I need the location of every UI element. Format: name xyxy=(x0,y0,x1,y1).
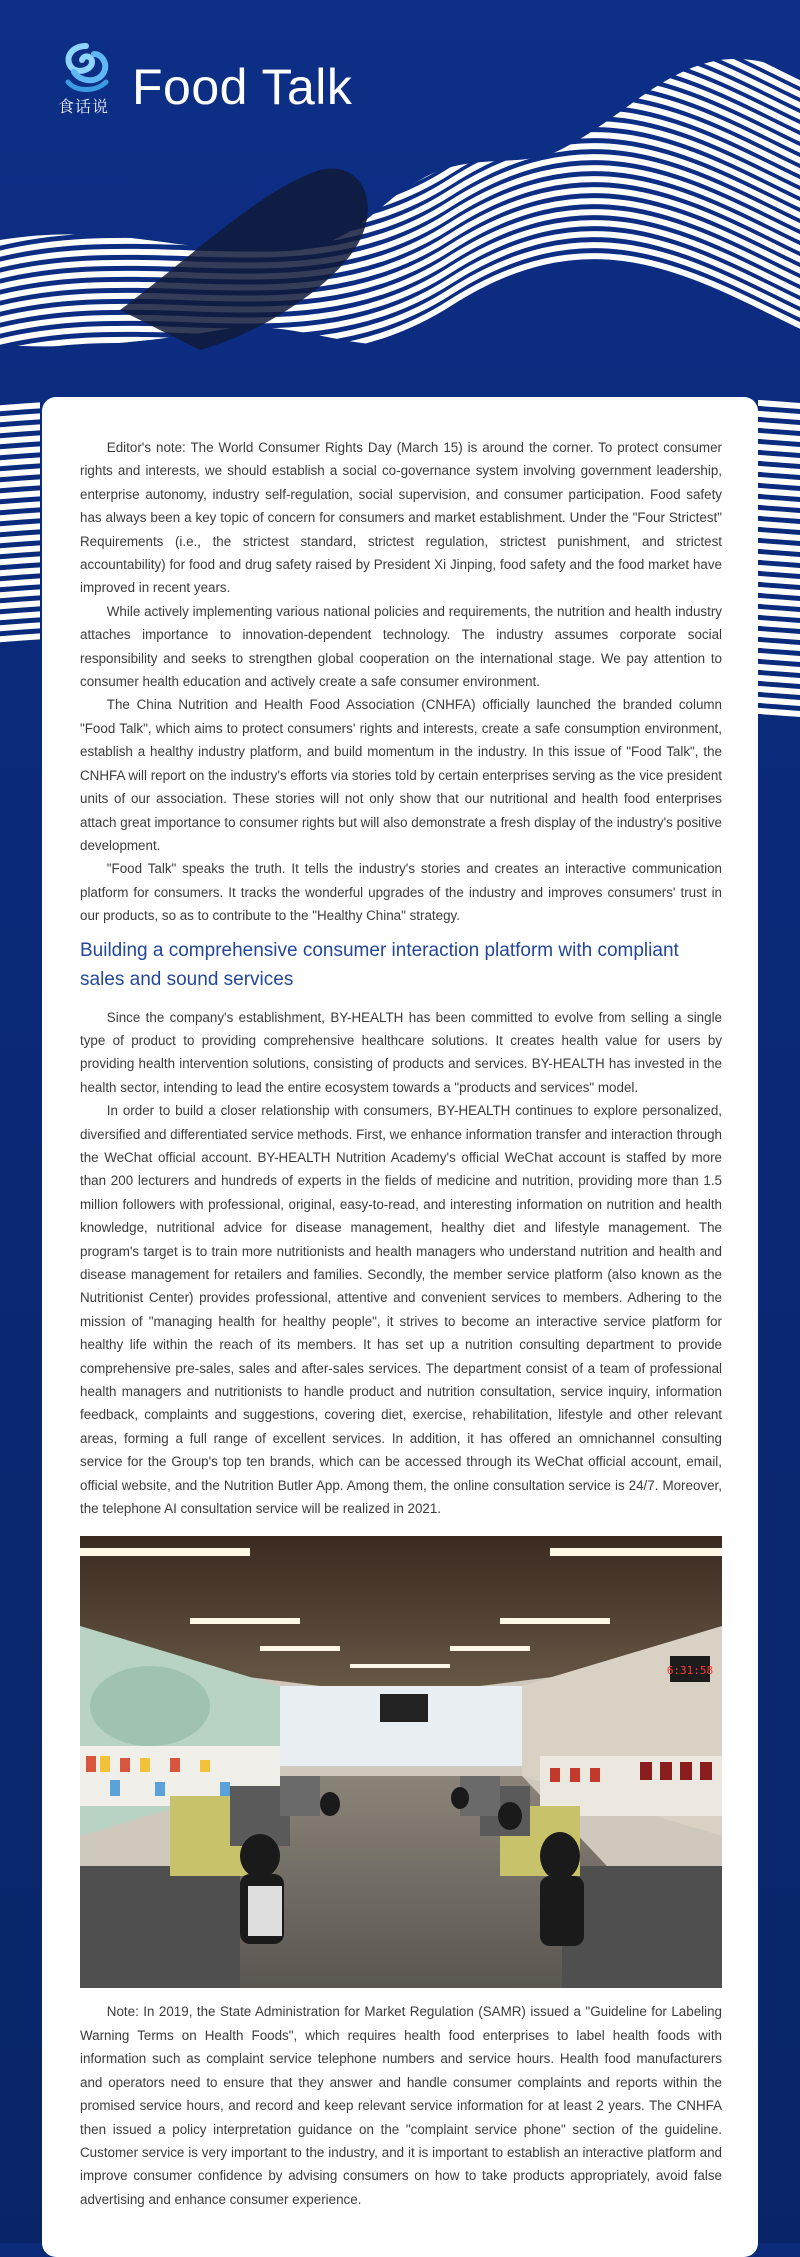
body-paragraph: Since the company's establishment, BY-HEALTH has been committed to evolve from selling a single type of product to providing comprehensive healthcare solutions. It creates health value for users by providing health intervention solutions, consisting of products and services. BY-HEALTH has invested in the health sector, intending to lead the entire ecosystem towards a "products and services" model. xyxy=(80,1009,722,1095)
swirl-logo-icon xyxy=(58,42,114,94)
section-heading: Building a comprehensive consumer interaction platform with compliant sales and sound services xyxy=(80,939,679,990)
intro-paragraph: Editor's note: The World Consumer Rights Day (March 15) is around the corner. To protect consumer rights and interests, we should establish a social co-governance system involving government leadership, enterprise autonomy, industry self-regulation, social supervision, and consumer participation. Food safety has always been a key topic of concern for consumers and market establishment. Under the "Four Strictest" Requirements (i.e., the strictest standard, strictest regulation, strictest punishment, and strictest accountability) for food and drug safety raised by President Xi Jinping, food safety and the food market have improved in recent years. xyxy=(80,440,722,596)
brand-chinese-name: 食话说 xyxy=(58,97,110,116)
intro-paragraph: While actively implementing various national policies and requirements, the nutrition and health industry attaches importance to innovation-dependent technology. The industry assumes corporate social responsibility and seeks to strengthen global cooperation on the international stage. We pay attention to consumer health education and actively create a safe consumer environment. xyxy=(80,603,722,690)
intro-paragraph: The China Nutrition and Health Food Association (CNHFA) officially launched the branded column "Food Talk", which aims to protect consumers' rights and interests, create a safe consumption environment, establish a healthy industry platform, and build momentum in the industry. In this issue of "Food Talk", the CNHFA will report on the industry's efforts via stories told by certain enterprises serving as the vice president units of our association. These stories will not only show that our nutritional and health food enterprises attach great importance to consumer rights but will also demonstrate a fresh display of the industry's positive development. xyxy=(80,697,722,853)
call-center-office-photo xyxy=(80,1536,722,1988)
note-paragraph: Note: In 2019, the State Administration for Market Regulation (SAMR) issued a "Guideline for Labeling Warning Terms on Health Foods", which requires health food enterprises to label health foods with information such as complaint service telephone numbers and service hours. Health food manufacturers and operators need to ensure that they answer and handle consumer complaints and reports within the promised service hours, and record and keep relevant service information for at least 2 years. The CNHFA then issued a policy interpretation guidance on the "complaint service phone" section of the guideline. Customer service is very important to the industry, and it is important to establish an interactive platform and improve consumer confidence by advising consumers on how to take products appropriately, avoid false advertising and enhance consumer experience. xyxy=(80,2004,722,2207)
digital-clock-readout: 6:31:58 xyxy=(666,1664,714,1678)
intro-paragraph: "Food Talk" speaks the truth. It tells the industry's stories and creates an interactive communication platform for consumers. It tracks the wonderful upgrades of the industry and improves consumers' trust in our products, so as to contribute to the "Healthy China" strategy. xyxy=(80,861,722,924)
article-content xyxy=(80,436,722,2211)
brand-title: Food Talk xyxy=(132,59,353,115)
body-paragraph: In order to build a closer relationship with consumers, BY-HEALTH continues to explore personalized, diversified and differentiated service methods. First, we enhance information transfer and interaction through the WeChat official account. BY-HEALTH Nutrition Academy's official WeChat account is staffed by more than 200 lecturers and hundreds of experts in the fields of medicine and nutrition, providing more than 1.5 million followers with professional, original, easy-to-read, and interesting information on nutrition and health knowledge, nutritional advice for disease management, healthy diet and lifestyle management. The program's target is to train more nutritionists and health managers who understand nutrition and health and disease management for retailers and families. Secondly, the member service platform (also known as the Nutritionist Center) provides professional, attentive and convenient services to members. Adhering to the mission of "managing health for healthy people", it strives to become an interactive service platform for healthy life within the reach of its members. It has set up a nutrition consulting department to provide comprehensive pre-sales, sales and after-sales services. The department consist of a team of professional health managers and nutritionists to handle product and nutrition consultation, service inquiry, information feedback, complaints and suggestions, covering diet, exercise, rehabilitation, lifestyle and other relevant areas, forming a full range of excellent services. In addition, it has offered an omnichannel consulting service for the Group's top ten brands, which can be accessed through its WeChat official account, email, official website, and the Nutrition Butler App. Among them, the online consultation service is 24/7. Moreover, the telephone AI consultation service will be realized in 2021. xyxy=(80,1103,722,1517)
